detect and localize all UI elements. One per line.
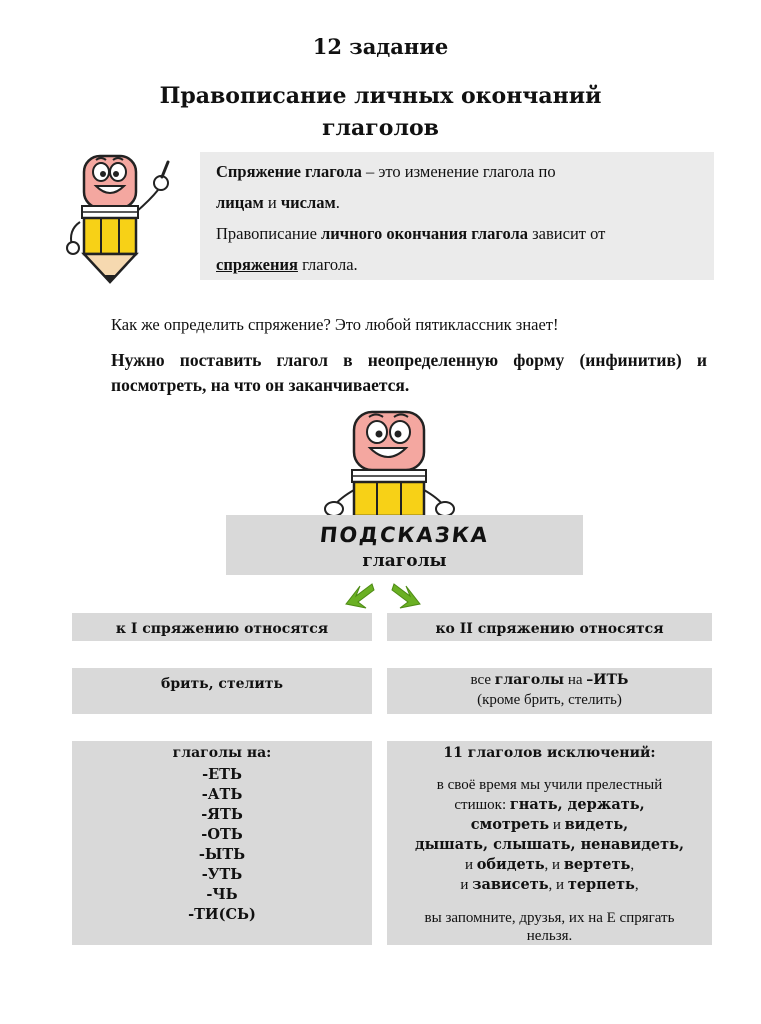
poem-ending <box>387 909 712 945</box>
ite-rule-line-1 <box>387 670 712 690</box>
definition-box <box>200 152 714 280</box>
definition-line-3 <box>216 218 706 249</box>
poem-verb: обидеть <box>476 856 545 873</box>
definition-text: глагола. <box>297 255 358 274</box>
exceptions-poem <box>387 775 712 895</box>
definition-line-1 <box>216 156 706 187</box>
instruction-text: Нужно поставить глагол в неопределенную форму (инфинитив) и посмотреть, на что он заканчивается. <box>111 350 707 395</box>
poem-verb: видеть, <box>564 816 629 833</box>
endings-title: глаголы на: <box>172 745 272 761</box>
first-conjugation-endings <box>72 741 372 945</box>
hint-box <box>226 515 583 575</box>
poem-text: и <box>549 817 565 833</box>
task-number: 12 задание <box>312 34 449 59</box>
term-numbers: числам <box>280 193 336 212</box>
poem-line: вы запомните, друзья, их на Е спрягать <box>424 910 675 926</box>
poem-text: , <box>634 877 639 893</box>
pencil-mascot-pointing-icon <box>58 150 183 285</box>
poem-text: , и <box>548 877 568 893</box>
first-conjugation-exceptions: брить, стелить <box>72 668 372 714</box>
definition-line-4 <box>216 249 706 280</box>
ending-item: -ЯТЬ <box>201 806 243 823</box>
poem-line: в своё время мы учили прелестный <box>436 777 663 793</box>
poem-verbs: гнать, держать, <box>509 796 645 813</box>
poem-text: стишок: <box>454 797 510 813</box>
ending-item: -ТИ(СЬ) <box>188 906 256 923</box>
second-conjugation-header: ко II спряжению относятся <box>387 613 712 641</box>
pencil-mascot-peeking-icon <box>322 408 457 518</box>
definition-period: . <box>335 193 340 212</box>
ending-item: -АТЬ <box>201 786 243 803</box>
poem-text: и <box>460 877 473 893</box>
poem-line <box>387 875 712 895</box>
ending-item: -ОТЬ <box>201 826 243 843</box>
definition-text: – это изменение глагола по <box>361 162 556 181</box>
title-line-1: Правописание личных окончаний <box>159 83 602 109</box>
term-personal-ending: личного окончания глагола <box>321 224 529 243</box>
second-conjugation-exceptions <box>387 741 712 945</box>
definition-text: зависит от <box>528 224 606 243</box>
poem-text: , <box>630 857 635 873</box>
poem-verb: терпеть <box>567 876 635 893</box>
green-arrow-right-down-icon <box>390 582 422 610</box>
ending-item: -ЕТЬ <box>202 766 242 783</box>
hint-title: ПОДСКАЗКА <box>318 523 491 547</box>
page-title <box>0 80 761 144</box>
rule-bold-ending: –ИТЬ <box>586 672 629 688</box>
definition-line-2 <box>216 187 706 218</box>
question-text: Как же определить спряжение? Это любой пятиклассник знает! <box>111 315 559 334</box>
ending-item: -УТЬ <box>201 866 243 883</box>
poem-text: и <box>464 857 477 873</box>
poem-verbs: дышать, слышать, ненавидеть, <box>414 836 685 853</box>
term-conjugation-underlined: спряжения <box>216 255 298 274</box>
poem-text: , и <box>544 857 564 873</box>
rule-text: все <box>470 672 495 688</box>
poem-line <box>387 835 712 855</box>
poem-line <box>387 795 712 815</box>
ite-rule-line-2: (кроме брить, стелить) <box>477 692 622 708</box>
poem-line: нельзя. <box>526 928 573 944</box>
definition-text: Правописание <box>216 224 322 243</box>
second-conjugation-ite-rule <box>387 668 712 714</box>
poem-line <box>387 815 712 835</box>
hint-subtitle: глаголы <box>362 551 447 571</box>
poem-verb: вертеть <box>563 856 631 873</box>
term-conjugation: Спряжение глагола <box>216 162 362 181</box>
ending-item: -ЫТЬ <box>198 846 246 863</box>
rule-text: на <box>564 672 587 688</box>
green-arrow-left-down-icon <box>344 582 376 610</box>
poem-verb: зависеть <box>472 876 549 893</box>
exceptions-title: 11 глаголов исключений: <box>443 745 656 761</box>
definition-conj: и <box>263 193 281 212</box>
rule-bold-verbs: глаголы <box>494 672 565 688</box>
ending-item: -ЧЬ <box>206 886 238 903</box>
term-persons: лицам <box>216 193 264 212</box>
title-line-2: глаголов <box>322 115 439 141</box>
poem-line <box>387 855 712 875</box>
poem-verb: смотреть <box>470 816 550 833</box>
first-conjugation-header: к I спряжению относятся <box>72 613 372 641</box>
